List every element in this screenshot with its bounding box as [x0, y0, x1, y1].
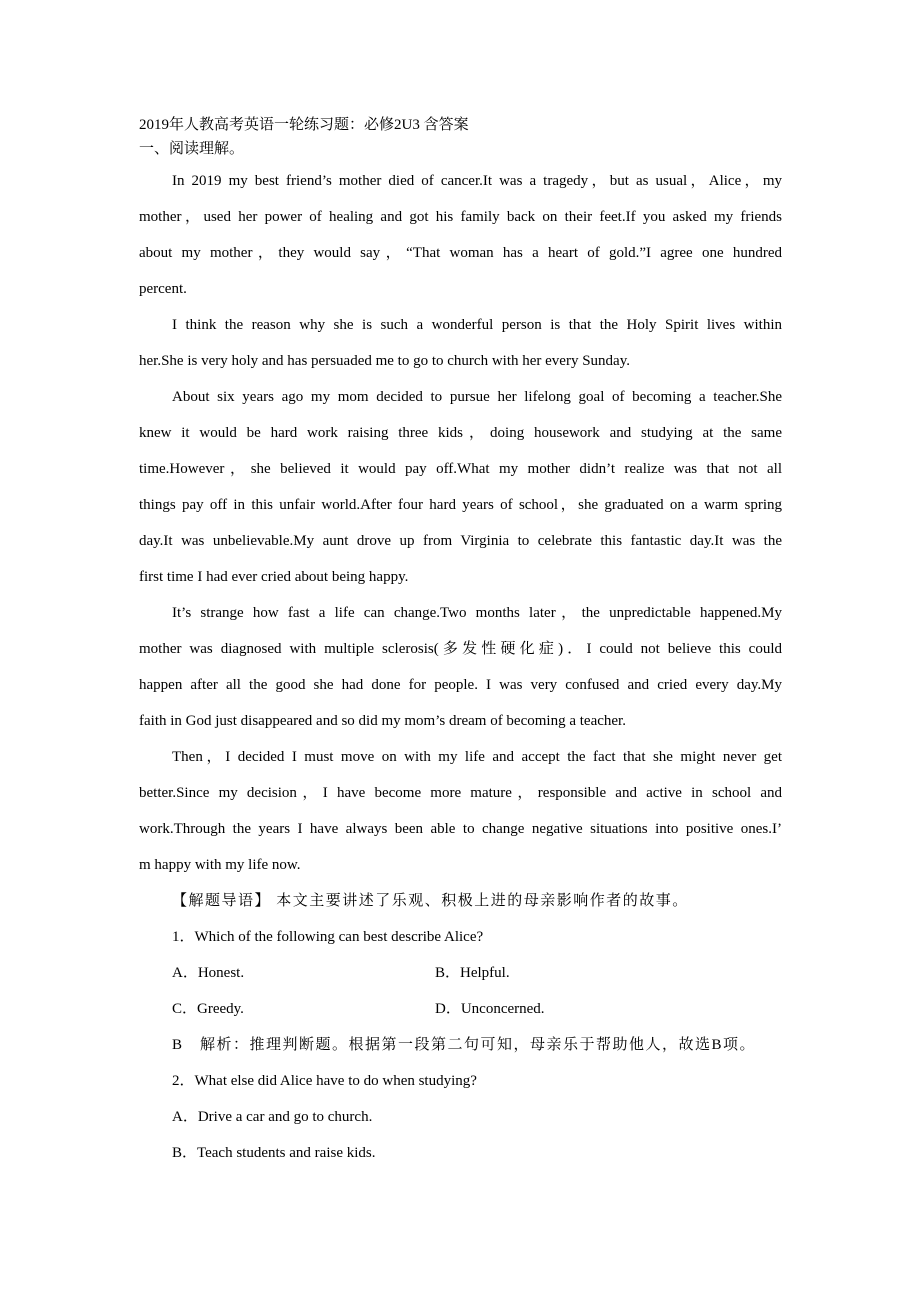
text-line: better.Since my decision，I have become more mature，responsible and active in school and [139, 785, 782, 801]
text-line: In 2019 my best friend’s mother died of cancer.It was a tragedy，but as usual，Alice，my [172, 173, 782, 189]
text-line: first time I had ever cried about being happy. [139, 569, 409, 585]
text-line: mother was diagnosed with multiple sclerosis(多发性硬化症)．I could not believe this could [139, 641, 782, 657]
text-line: faith in God just disappeared and so did my mom’s dream of becoming a teacher. [139, 713, 626, 729]
option-row [139, 991, 782, 1027]
paragraph [139, 379, 782, 595]
option-row [139, 955, 782, 991]
paragraph [139, 163, 782, 307]
text-line: Then，I decided I must move on with my life and accept the fact that she might never get [172, 749, 782, 765]
reading-passage [139, 163, 782, 883]
text-line: day.It was unbelievable.My aunt drove up from Virginia to celebrate this fantastic day.It was the [139, 533, 782, 549]
question-text: 1．Which of the following can best describe Alice? [172, 929, 484, 945]
answer-option: A．Honest. [172, 965, 245, 981]
text-line: about my mother，they would say，“That woman has a heart of gold.”I agree one hundred [139, 245, 782, 261]
answer-option: C．Greedy. [172, 1001, 244, 1017]
text-line: work.Through the years I have always been able to change negative situations into positive ones.I’ [139, 821, 782, 837]
text-line: It’s strange how fast a life can change.Two months later，the unpredictable happened.My [172, 605, 782, 621]
answer-option: B．Teach students and raise kids. [172, 1145, 376, 1161]
text-line: percent. [139, 281, 187, 297]
text-line: About six years ago my mom decided to pursue her lifelong goal of becoming a teacher.She [172, 389, 782, 405]
section-heading: 一、阅读理解。 [139, 141, 245, 157]
questions [139, 883, 782, 1171]
paragraph [139, 595, 782, 739]
option-row [139, 1099, 782, 1135]
answer-option: B．Helpful. [435, 965, 510, 981]
document-page [139, 113, 782, 1171]
text-line: m happy with my life now. [139, 857, 301, 873]
paragraph [139, 307, 782, 379]
answer-option: D．Unconcerned. [435, 1001, 545, 1017]
question-text: 2．What else did Alice have to do when studying? [172, 1073, 477, 1089]
paragraph [139, 739, 782, 883]
document-title: 2019年人教高考英语一轮练习题：必修2U3 含答案 [139, 117, 469, 133]
text-line: I think the reason why she is such a wonderful person is that the Holy Spirit lives within [172, 317, 782, 333]
answer-explanation: B 解析：推理判断题。根据第一段第二句可知，母亲乐于帮助他人，故选B项。 [172, 1037, 757, 1053]
text-line: mother，used her power of healing and got his family back on their feet.If you asked my friends [139, 209, 782, 225]
option-row [139, 1135, 782, 1171]
answer-option: A．Drive a car and go to church. [172, 1109, 373, 1125]
text-line: time.However，she believed it would pay off.What my mother didn’t realize was that not all [139, 461, 782, 477]
text-line: things pay off in this unfair world.After four hard years of school，she graduated on a warm spring [139, 497, 782, 513]
text-line: her.She is very holy and has persuaded me to go to church with her every Sunday. [139, 353, 630, 369]
text-line: knew it would be hard work raising three kids，doing housework and studying at the same [139, 425, 782, 441]
guide-note: 【解题导语】 本文主要讲述了乐观、积极上进的母亲影响作者的故事。 [172, 893, 689, 909]
text-line: happen after all the good she had done for people. I was very confused and cried every day.My [139, 677, 782, 693]
